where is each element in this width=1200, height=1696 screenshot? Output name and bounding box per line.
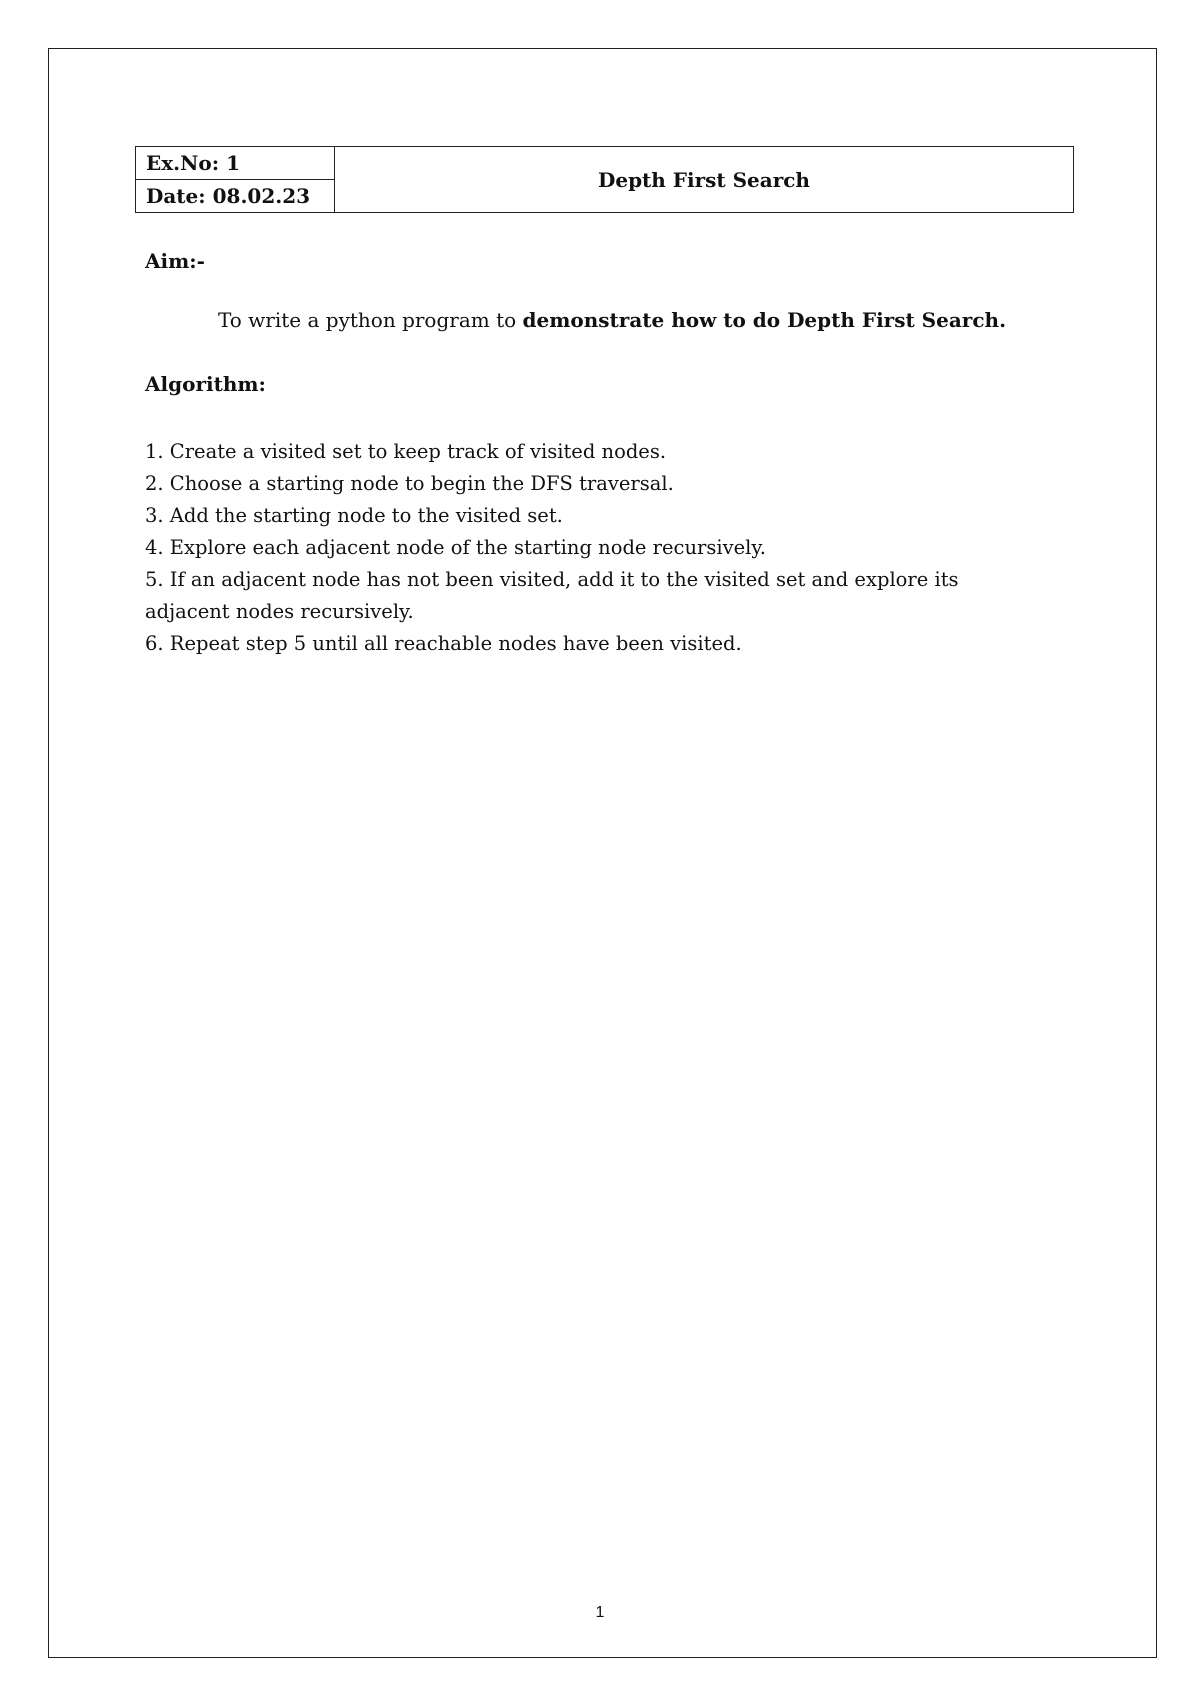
header-table (135, 146, 1074, 213)
algorithm-step: 4. Explore each adjacent node of the starting node recursively. (145, 536, 766, 559)
algorithm-step: 5. If an adjacent node has not been visited, add it to the visited set and explore its adjacent nodes recursively. (145, 568, 959, 623)
algorithm-step: 3. Add the starting node to the visited set. (145, 504, 563, 527)
page-number: 1 (595, 1604, 605, 1621)
algorithm-step: 2. Choose a starting node to begin the DFS traversal. (145, 472, 674, 495)
aim-text-bold: demonstrate how to do Depth First Search. (522, 308, 1007, 332)
algorithm-heading: Algorithm: (145, 372, 266, 396)
document-title: Depth First Search (335, 147, 1074, 213)
algorithm-step: 1. Create a visited set to keep track of visited nodes. (145, 440, 667, 463)
aim-heading: Aim:- (145, 249, 205, 273)
aim-text-prefix: To write a python program to (218, 308, 523, 332)
algorithm-step: 6. Repeat step 5 until all reachable nodes have been visited. (145, 632, 742, 655)
algorithm-steps (145, 436, 1045, 660)
page-border (48, 48, 1157, 1658)
exercise-number: Ex.No: 1 (136, 147, 335, 180)
aim-text (218, 308, 1006, 332)
exercise-date: Date: 08.02.23 (136, 180, 335, 213)
